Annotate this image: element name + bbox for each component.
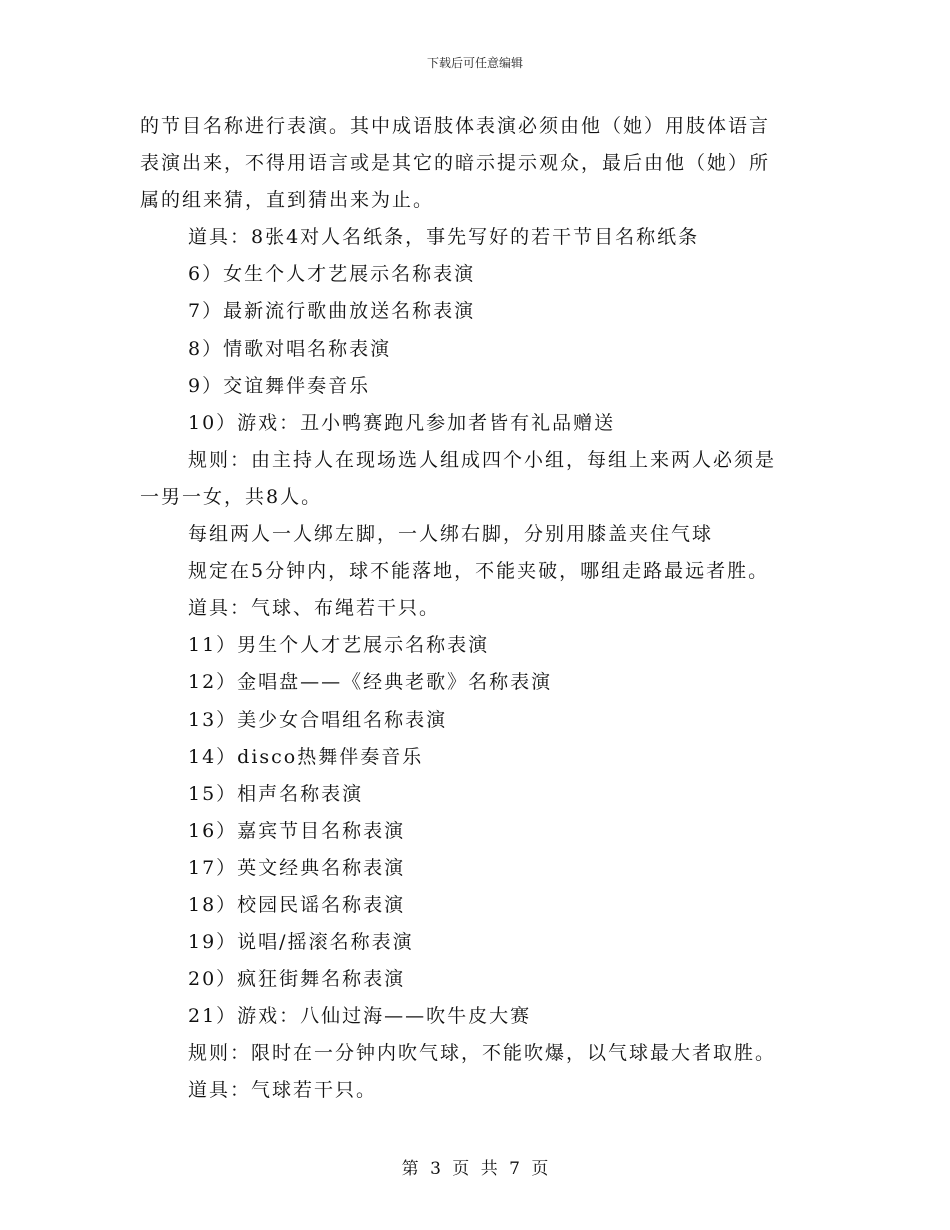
text-line: 7）最新流行歌曲放送名称表演 bbox=[188, 300, 476, 323]
text-line: 14）disco热舞伴奏音乐 bbox=[188, 745, 424, 768]
page-footer: 第 3 页 共 7 页 bbox=[401, 1159, 549, 1179]
text-line: 道具：气球若干只。 bbox=[188, 1079, 378, 1102]
text-line: 道具：8张4对人名纸条，事先写好的若干节目名称纸条 bbox=[188, 226, 700, 249]
text-line: 11）男生个人才艺展示名称表演 bbox=[188, 634, 490, 657]
text-line: 19）说唱/摇滚名称表演 bbox=[188, 931, 414, 954]
text-line: 每组两人一人绑左脚，一人绑右脚，分别用膝盖夹住气球 bbox=[188, 523, 714, 546]
text-line: 9）交谊舞伴奏音乐 bbox=[188, 374, 371, 397]
text-line: 属的组来猜，直到猜出来为止。 bbox=[140, 189, 435, 212]
text-line: 道具：气球、布绳若干只。 bbox=[188, 597, 441, 620]
text-line: 规则：由主持人在现场选人组成四个小组，每组上来两人必须是 bbox=[188, 448, 777, 471]
text-line: 15）相声名称表演 bbox=[188, 782, 364, 805]
text-line: 规定在5分钟内，球不能落地，不能夹破，哪组走路最远者胜。 bbox=[188, 560, 770, 583]
document-body bbox=[140, 108, 810, 1110]
text-line: 8）情歌对唱名称表演 bbox=[188, 337, 392, 360]
text-line: 20）疯狂街舞名称表演 bbox=[188, 968, 406, 991]
text-line: 表演出来，不得用语言或是其它的暗示提示观众，最后由他（她）所 bbox=[140, 152, 771, 175]
text-line: 12）金唱盘——《经典老歌》名称表演 bbox=[188, 671, 553, 694]
text-line: 17）英文经典名称表演 bbox=[188, 856, 406, 879]
text-line: 10）游戏：丑小鸭赛跑凡参加者皆有礼品赠送 bbox=[188, 411, 616, 434]
page-header: 下载后可任意编辑 bbox=[426, 56, 523, 70]
text-line: 13）美少女合唱组名称表演 bbox=[188, 708, 448, 731]
text-line: 18）校园民谣名称表演 bbox=[188, 893, 406, 916]
text-line: 21）游戏：八仙过海——吹牛皮大赛 bbox=[188, 1005, 532, 1028]
text-line: 的节目名称进行表演。其中成语肢体表演必须由他（她）用肢体语言 bbox=[140, 115, 771, 137]
text-line: 6）女生个人才艺展示名称表演 bbox=[188, 263, 476, 286]
text-line: 规则：限时在一分钟内吹气球，不能吹爆，以气球最大者取胜。 bbox=[188, 1042, 777, 1065]
text-line: 一男一女，共8人。 bbox=[140, 485, 323, 508]
text-line: 16）嘉宾节目名称表演 bbox=[188, 819, 406, 842]
